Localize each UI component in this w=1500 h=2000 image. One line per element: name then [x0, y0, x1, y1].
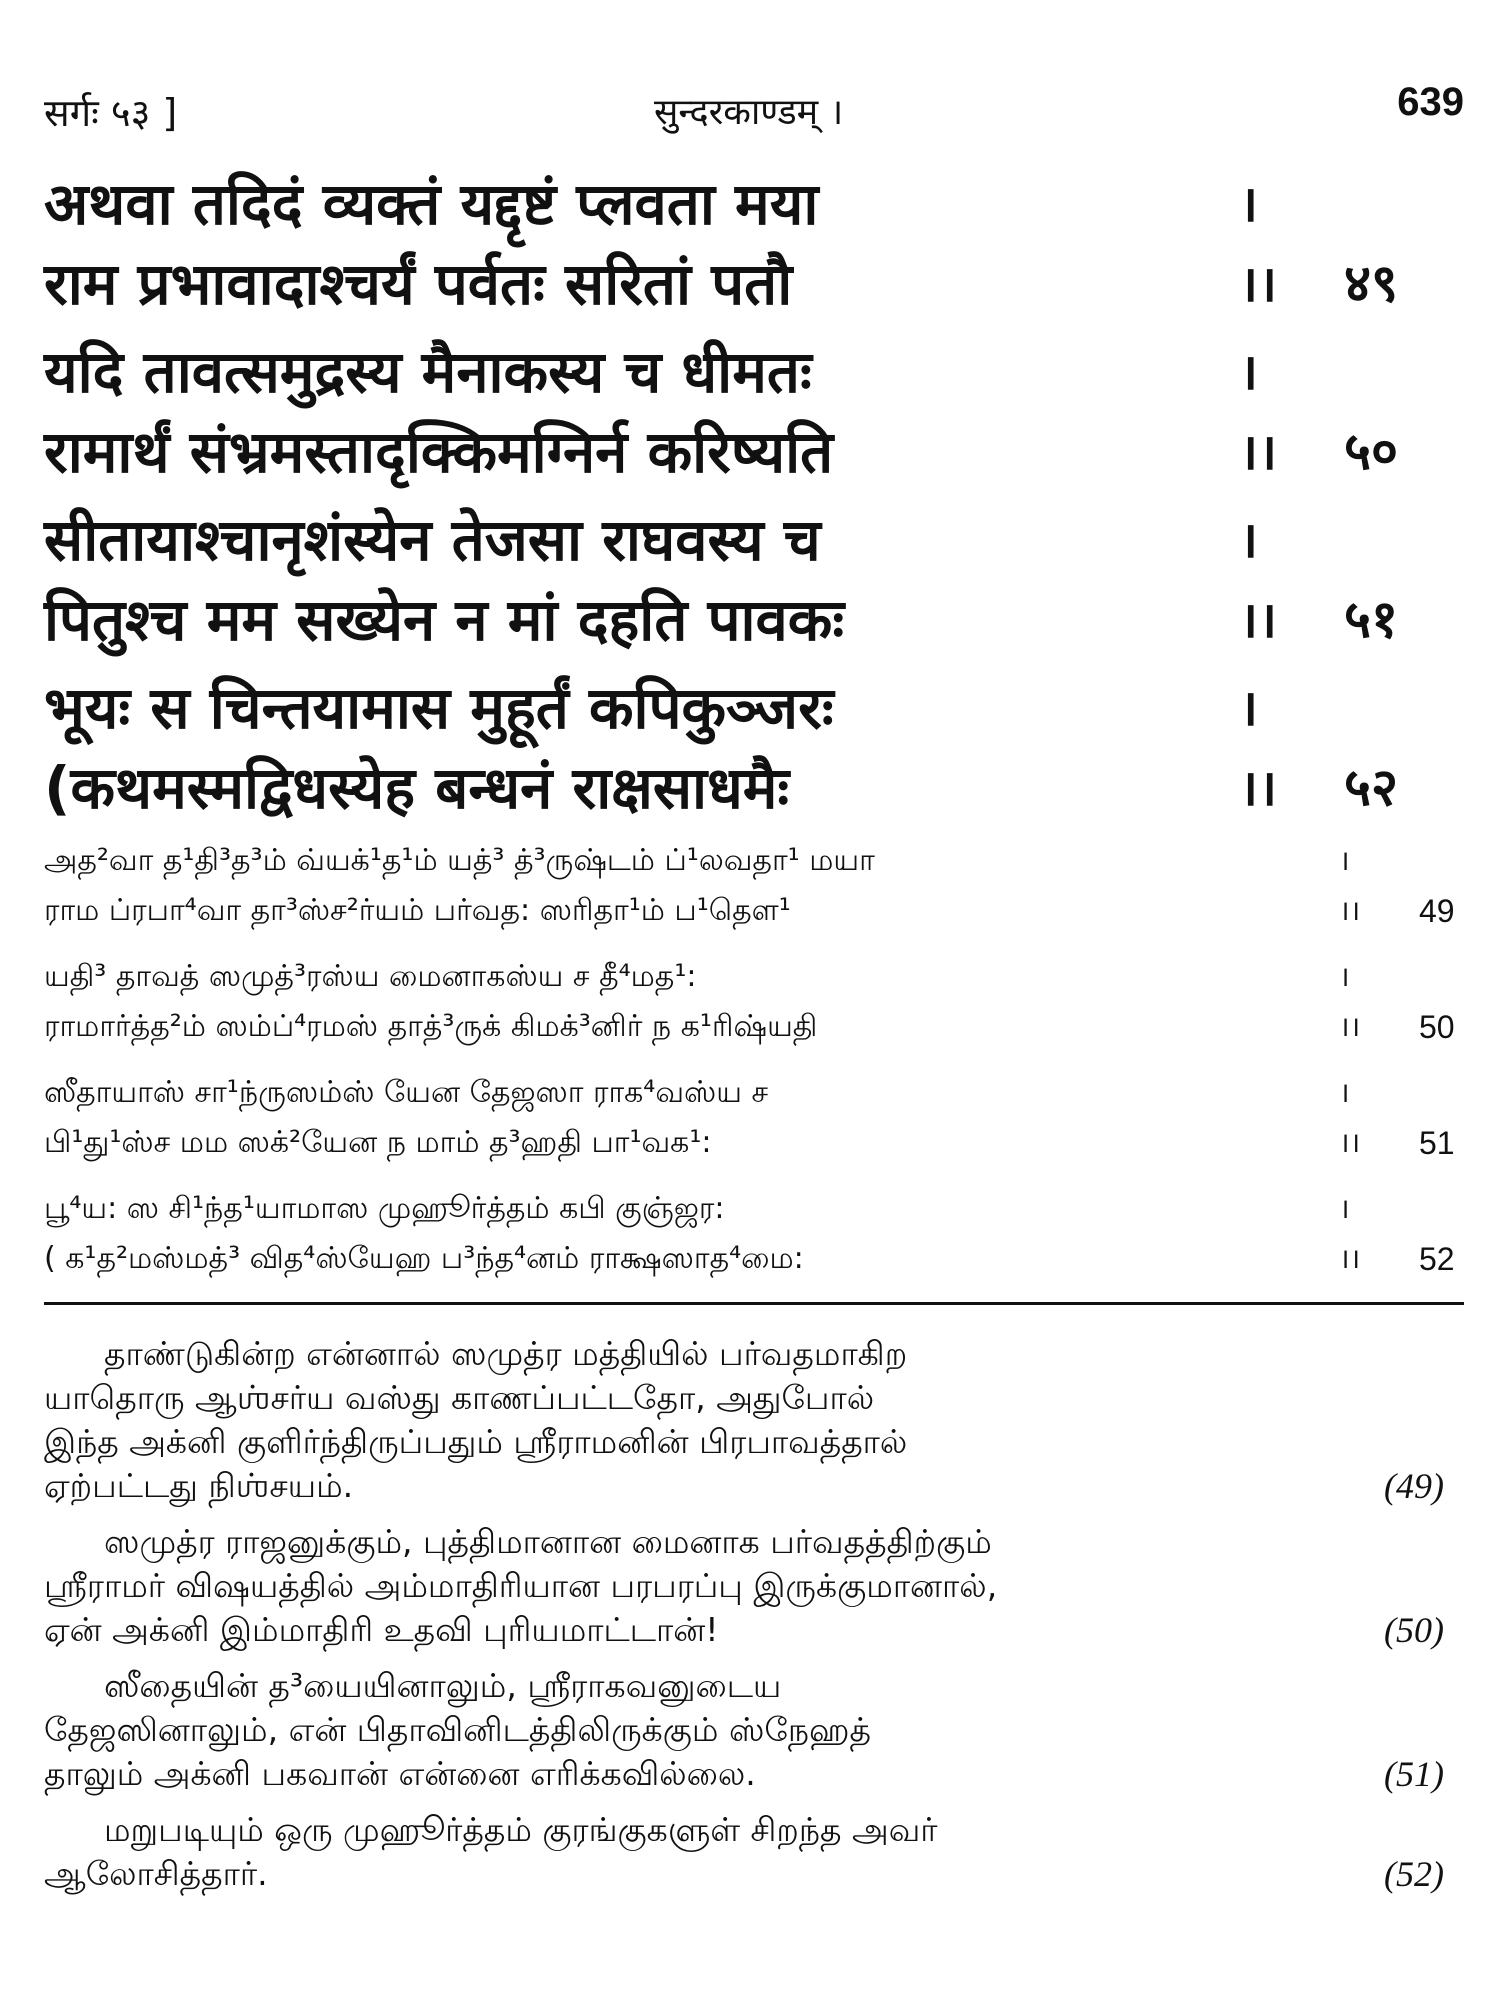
transliteration-line: ராம ப்ரபா⁴வா தா³ஸ்ச²ர்யம் பர்வத: ஸரிதா¹ம் ப¹தௌ¹	[44, 893, 791, 928]
translation-paragraph-50	[44, 1520, 1464, 1652]
danda: ।	[1339, 1076, 1350, 1109]
verse-number: ५२	[1344, 758, 1399, 818]
paragraph-line: ஏன் அக்னி இம்மாதிரி உதவி புரியமாட்டான்!	[44, 1610, 719, 1649]
divider	[44, 1302, 1464, 1305]
verse-number: 50	[1419, 1009, 1455, 1045]
verse-number: 49	[1419, 893, 1455, 929]
transliteration-line: பூ⁴ய: ஸ சி¹ந்த¹யாமாஸ முஹூர்த்தம் கபி குஞ்ஜர:	[44, 1191, 725, 1226]
verse-number: 52	[1419, 1241, 1455, 1277]
page-header	[44, 80, 1464, 150]
verse-number: (50)	[1384, 1610, 1444, 1650]
paragraph-line: ஸீதையின் த³யையினாலும், ஸ்ரீராகவனுடைய	[104, 1666, 782, 1705]
verse-line: भूयः स चिन्तयामास मुहूर्तं कपिकुञ्जरः	[44, 674, 834, 742]
danda: ।	[1239, 175, 1258, 233]
sanskrit-verse-52	[44, 668, 1464, 828]
danda: ।	[1339, 844, 1350, 877]
verse-line: सीतायाश्चानृशंस्येन तेजसा राघवस्य च	[44, 506, 821, 574]
paragraph-line: ஸமுத்ர ராஜனுக்கும், புத்திமானான மைனாக பர்வதத்திற்கும்	[104, 1522, 992, 1561]
verse-number: ५१	[1344, 590, 1399, 650]
verse-number: (51)	[1384, 1754, 1444, 1794]
paragraph-line: தாண்டுகின்ற என்னால் ஸமுத்ர மத்தியில் பர்வதமாகிற	[104, 1334, 908, 1373]
double-danda: ।।	[1239, 591, 1277, 649]
verse-line: (कथमस्मद्विधस्येह बन्धनं राक्षसाधमैः	[44, 754, 790, 822]
danda: ।	[1339, 960, 1350, 993]
double-danda: ।।	[1239, 423, 1277, 481]
verse-line: रामार्थं संभ्रमस्तादृक्किमग्निर्न करिष्यति	[44, 418, 834, 486]
double-danda: ।।	[1339, 1242, 1361, 1275]
danda: ।	[1239, 679, 1258, 737]
paragraph-line: ஏற்பட்டது நிஶ்சயம்.	[44, 1466, 354, 1505]
danda: ।	[1239, 511, 1258, 569]
sanskrit-verse-51	[44, 500, 1464, 660]
verse-number: ४९	[1344, 254, 1399, 314]
verse-line: यदि तावत्समुद्रस्य मैनाकस्य च धीमतः	[44, 338, 812, 406]
paragraph-line: யாதொரு ஆஶ்சர்ய வஸ்து காணப்பட்டதோ, அதுபோல்	[44, 1378, 875, 1417]
paragraph-line: ஆலோசித்தார்.	[44, 1854, 268, 1893]
transliteration-52	[44, 1184, 1464, 1284]
verse-number: (52)	[1384, 1854, 1444, 1894]
transliteration-line: ( க¹த²மஸ்மத்³ வித⁴ஸ்யேஹ ப³ந்த⁴னம் ராக்ஷஸாத⁴மை:	[44, 1241, 804, 1276]
transliteration-51	[44, 1068, 1464, 1168]
verse-line: पितुश्च मम सख्येन न मां दहति पावकः	[44, 586, 845, 654]
sanskrit-verse-50	[44, 332, 1464, 492]
paragraph-line: ஸ்ரீராமர் விஷயத்தில் அம்மாதிரியான பரபரப்பு இருக்குமானால்,	[44, 1566, 998, 1605]
transliteration-line: ஸீதாயாஸ் சா¹ந்ருஸம்ஸ் யேன தேஜஸா ராக⁴வஸ்ய ச	[44, 1075, 769, 1110]
verse-line: अथवा तदिदं व्यक्तं यद्दृष्टं प्लवता मया	[44, 170, 819, 238]
page-number: 639	[1397, 80, 1464, 124]
book-title: सुन्दरकाण्डम् ।	[654, 92, 844, 133]
danda: ।	[1239, 343, 1258, 401]
paragraph-line: தாலும் அக்னி பகவான் என்னை எரிக்கவில்லை.	[44, 1754, 756, 1793]
verse-line: राम प्रभावादाश्चर्यं पर्वतः सरितां पतौ	[44, 250, 793, 318]
double-danda: ।।	[1339, 894, 1361, 927]
paragraph-line: இந்த அக்னி குளிர்ந்திருப்பதும் ஸ்ரீராமனின் பிரபாவத்தால்	[44, 1422, 908, 1461]
sanskrit-verse-49	[44, 164, 1464, 324]
verse-number: ५०	[1344, 422, 1399, 482]
transliteration-49	[44, 836, 1464, 936]
translation-paragraph-52	[44, 1808, 1464, 1896]
double-danda: ।।	[1339, 1126, 1361, 1159]
double-danda: ।।	[1239, 759, 1277, 817]
verse-number: (49)	[1384, 1466, 1444, 1506]
double-danda: ।।	[1239, 255, 1277, 313]
transliteration-line: அத²வா த¹தி³த³ம் வ்யக்¹த¹ம் யத்³ த்³ருஷ்டம் ப்¹லவதா¹ மயா	[44, 843, 875, 878]
transliteration-line: யதி³ தாவத் ஸமுத்³ரஸ்ய மைனாகஸ்ய ச தீ⁴மத¹:	[44, 959, 697, 994]
danda: ।	[1339, 1192, 1350, 1225]
double-danda: ।।	[1339, 1010, 1361, 1043]
paragraph-line: தேஜஸினாலும், என் பிதாவினிடத்திலிருக்கும் ஸ்நேஹத்	[44, 1710, 871, 1749]
chapter-label: सर्गः ५३ ]	[44, 91, 178, 135]
translation-paragraph-51	[44, 1664, 1464, 1796]
verse-number: 51	[1419, 1125, 1455, 1161]
paragraph-line: மறுபடியும் ஒரு முஹூர்த்தம் குரங்குகளுள் சிறந்த அவர்	[104, 1810, 938, 1849]
transliteration-line: ராமார்த்த²ம் ஸம்ப்⁴ரமஸ் தாத்³ருக் கிமக்³னிர் ந க¹ரிஷ்யதி	[44, 1009, 818, 1044]
transliteration-50	[44, 952, 1464, 1052]
translation-paragraph-49	[44, 1332, 1464, 1508]
transliteration-line: பி¹து¹ஸ்ச மம ஸக்²யேன ந மாம் த³ஹதி பா¹வக¹:	[44, 1125, 712, 1160]
